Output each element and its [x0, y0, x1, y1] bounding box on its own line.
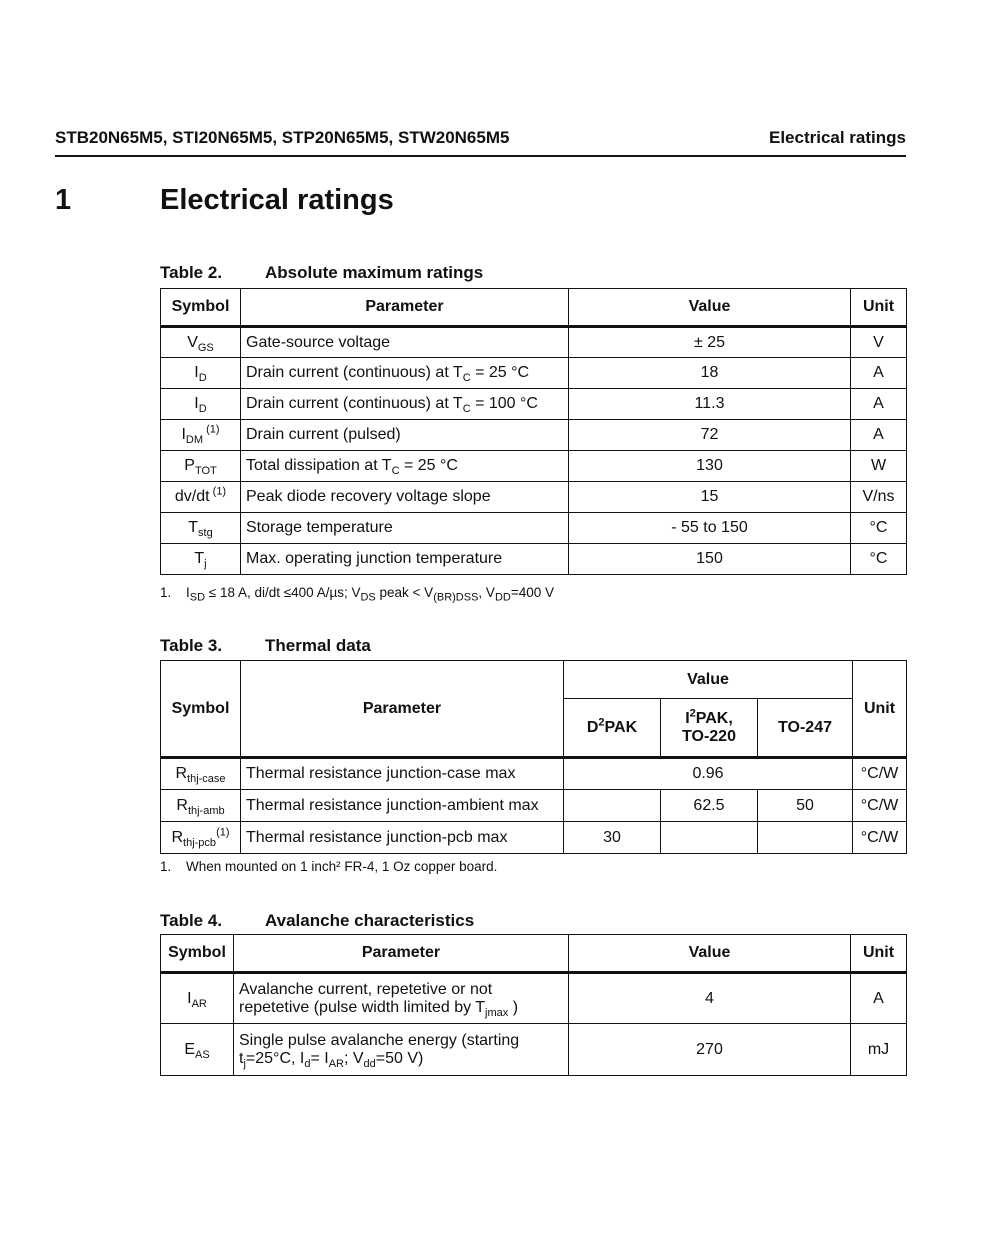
- symbol-cell: $T_{stg}$: [161, 513, 241, 544]
- unit-cell: °C/W: [853, 790, 907, 822]
- symbol-cell: $I_{AR}$: [161, 973, 234, 1024]
- avalanche-characteristics-table: [160, 934, 907, 1076]
- header-i2pak-to220: $I^2PAK$, TO-220: [661, 699, 758, 758]
- header-symbol: Symbol: [161, 289, 241, 327]
- symbol-cell: $R_{thj-amb}$: [161, 790, 241, 822]
- header-symbol: Symbol: [161, 935, 234, 973]
- symbol-cell: $I_{DM}$ $^{(1)}$: [161, 420, 241, 451]
- unit-cell: A: [851, 389, 907, 420]
- symbol-cell: $V_{GS}$: [161, 327, 241, 358]
- section-title: Electrical ratings: [160, 184, 394, 216]
- table3-title: Thermal data: [265, 636, 371, 655]
- unit-cell: A: [851, 420, 907, 451]
- parameter-cell: Thermal resistance junction-case max: [241, 758, 564, 790]
- parameter-cell: Peak diode recovery voltage slope: [241, 482, 569, 513]
- unit-cell: °C: [851, 544, 907, 575]
- value-cell-d2pak: 30: [564, 822, 661, 854]
- parameter-cell: Avalanche current, repetetive or not repetetive (pulse width limited by $T_{jmax}$ ): [234, 973, 569, 1024]
- symbol-cell: $E_{AS}$: [161, 1024, 234, 1076]
- table-header-row: [161, 661, 907, 699]
- parameter-cell: Drain current (pulsed): [241, 420, 569, 451]
- table-row: [161, 358, 907, 389]
- table-header-row: [161, 935, 907, 973]
- value-cell: ± 25: [569, 327, 851, 358]
- symbol-cell: $R_{thj-pcb}^{(1)}$: [161, 822, 241, 854]
- symbol-cell: dv/dt $^{(1)}$: [161, 482, 241, 513]
- symbol-cell: $I_D$: [161, 389, 241, 420]
- table-header-row: [161, 289, 907, 327]
- header-unit: Unit: [851, 935, 907, 973]
- table-row: [161, 790, 907, 822]
- header-value: Value: [569, 935, 851, 973]
- table3-label: Table 3.: [160, 636, 223, 655]
- parameter-cell: Thermal resistance junction-ambient max: [241, 790, 564, 822]
- parameter-cell: Max. operating junction temperature: [241, 544, 569, 575]
- parameter-cell: Drain current (continuous) at $T_C = 100$ °C: [241, 389, 569, 420]
- table2-caption: [160, 263, 483, 283]
- value-cell-to247: [758, 822, 853, 854]
- value-cell: - 55 to 150: [569, 513, 851, 544]
- table4-caption: [160, 911, 474, 931]
- unit-cell: V: [851, 327, 907, 358]
- parameter-cell: Single pulse avalanche energy (starting $t_j=25^\circ C$, $I_d= I_{AR}$; $V_{dd}=50$ V): [234, 1024, 569, 1076]
- parameter-cell: Storage temperature: [241, 513, 569, 544]
- section-number: 1: [55, 184, 72, 216]
- table3-footnote: 1. When mounted on 1 inch² FR-4, 1 Oz copper board.: [160, 859, 498, 874]
- header-value: Value: [564, 661, 853, 699]
- value-cell: 72: [569, 420, 851, 451]
- table-row: [161, 420, 907, 451]
- document-header-title: STB20N65M5, STI20N65M5, STP20N65M5, STW20N65M5: [55, 128, 510, 147]
- table-row: [161, 327, 907, 358]
- header-unit: Unit: [853, 661, 907, 758]
- table3-caption: [160, 636, 371, 656]
- table2-label: Table 2.: [160, 263, 223, 282]
- table2-title: Absolute maximum ratings: [265, 263, 484, 282]
- document-header-section: Electrical ratings: [768, 128, 906, 147]
- header-parameter: Parameter: [241, 661, 564, 758]
- header-divider: [55, 155, 906, 157]
- symbol-cell: $T_j$: [161, 544, 241, 575]
- symbol-cell: $P_{TOT}$: [161, 451, 241, 482]
- value-cell: 4: [569, 973, 851, 1024]
- parameter-cell: Thermal resistance junction-pcb max: [241, 822, 564, 854]
- header-unit: Unit: [851, 289, 907, 327]
- header-to247: TO-247: [758, 699, 853, 758]
- table-row: [161, 482, 907, 513]
- thermal-data-table: [160, 660, 907, 854]
- parameter-cell: Drain current (continuous) at $T_C = 25$ °C: [241, 358, 569, 389]
- table-row: [161, 451, 907, 482]
- table-row: [161, 822, 907, 854]
- value-cell-merged: 0.96: [564, 758, 853, 790]
- unit-cell: °C/W: [853, 822, 907, 854]
- unit-cell: A: [851, 973, 907, 1024]
- value-cell-i2pak: 62.5: [661, 790, 758, 822]
- value-cell: 130: [569, 451, 851, 482]
- value-cell-i2pak: [661, 822, 758, 854]
- table4-title: Avalanche characteristics: [265, 911, 475, 930]
- table4-label: Table 4.: [160, 911, 223, 930]
- header-d2pak: $D^2PAK$: [564, 699, 661, 758]
- value-cell: 18: [569, 358, 851, 389]
- value-cell-d2pak: [564, 790, 661, 822]
- header-symbol: Symbol: [161, 661, 241, 758]
- header-value: Value: [569, 289, 851, 327]
- table-row: [161, 973, 907, 1024]
- symbol-cell: $I_D$: [161, 358, 241, 389]
- symbol-cell: $R_{thj-case}$: [161, 758, 241, 790]
- unit-cell: °C: [851, 513, 907, 544]
- table2-footnote: 1. $I_{SD} \le 18$ A, di/dt ≤400 A/µs; $V_{DS}$ peak < $V_{(BR)DSS}$, $V_{DD}=400$ V: [160, 585, 554, 604]
- value-cell: 270: [569, 1024, 851, 1076]
- value-cell: 15: [569, 482, 851, 513]
- unit-cell: A: [851, 358, 907, 389]
- unit-cell: W: [851, 451, 907, 482]
- value-cell-to247: 50: [758, 790, 853, 822]
- header-parameter: Parameter: [241, 289, 569, 327]
- parameter-cell: Gate-source voltage: [241, 327, 569, 358]
- table-row: [161, 513, 907, 544]
- value-cell: 11.3: [569, 389, 851, 420]
- header-parameter: Parameter: [234, 935, 569, 973]
- table-row: [161, 389, 907, 420]
- table-row: [161, 758, 907, 790]
- value-cell: 150: [569, 544, 851, 575]
- parameter-cell: Total dissipation at $T_C = 25$ °C: [241, 451, 569, 482]
- unit-cell: V/ns: [851, 482, 907, 513]
- unit-cell: mJ: [851, 1024, 907, 1076]
- absolute-maximum-ratings-table: [160, 288, 907, 575]
- unit-cell: °C/W: [853, 758, 907, 790]
- table-row: [161, 1024, 907, 1076]
- table-row: [161, 544, 907, 575]
